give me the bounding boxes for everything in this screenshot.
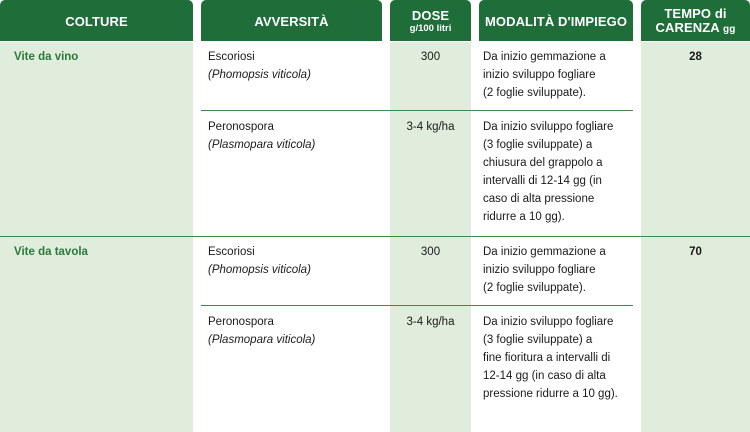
header-tempo-line xyxy=(664,7,726,21)
header-modalita xyxy=(479,0,633,41)
header-carenza-line xyxy=(656,21,736,37)
avversita-name: Peronospora xyxy=(208,316,274,328)
modalita-line: Da inizio gemmazione a xyxy=(483,51,606,63)
modalita-line: pressione ridurre a 10 gg). xyxy=(483,388,618,400)
modalita-line: (3 foglie sviluppate) a xyxy=(483,139,593,151)
avversita-cell xyxy=(208,48,378,84)
header-dose-label: DOSE xyxy=(411,8,450,23)
avversita-name: Escoriosi xyxy=(208,51,255,63)
modalita-line: chiusura del grappolo a xyxy=(483,157,603,169)
header-colture xyxy=(0,0,193,41)
header-dose xyxy=(390,0,471,41)
modalita-cell xyxy=(483,313,631,403)
avversita-cell xyxy=(208,118,378,154)
modalita-line: inizio sviluppo fogliare xyxy=(483,69,596,81)
carenza-value: 28 xyxy=(689,51,702,63)
header-carenza-unit: gg xyxy=(723,23,736,35)
modalita-line: (3 foglie sviluppate) a xyxy=(483,334,593,346)
dose-value: 300 xyxy=(420,51,441,63)
row-divider xyxy=(201,110,633,111)
header-tempo-label: TEMPO di xyxy=(664,5,727,21)
dose-value: 3-4 kg/ha xyxy=(406,316,455,328)
modalita-line: inizio sviluppo fogliare xyxy=(483,264,596,276)
modalita-line: ridurre a 10 gg). xyxy=(483,211,565,223)
modalita-line: Da inizio sviluppo fogliare xyxy=(483,121,614,133)
modalita-line: (2 foglie sviluppate). xyxy=(483,282,586,294)
avversita-cell xyxy=(208,313,378,349)
crop-name: Vite da tavola xyxy=(14,246,88,258)
row-divider xyxy=(201,305,633,306)
avversita-cell xyxy=(208,243,378,279)
column-carenza xyxy=(641,42,750,432)
modalita-line: fine fioritura a intervalli di xyxy=(483,352,611,364)
avversita-name: Peronospora xyxy=(208,121,274,133)
modalita-line: caso di alta pressione xyxy=(483,193,595,205)
modalita-line: intervalli di 12-14 gg (in xyxy=(483,175,602,187)
pathogen-name: (Plasmopara viticola) xyxy=(208,334,316,346)
modalita-cell xyxy=(483,48,631,102)
header-carenza xyxy=(641,0,750,41)
modalita-cell xyxy=(483,243,631,297)
modalita-line: 12-14 gg (in caso di alta xyxy=(483,370,606,382)
header-avversita-label: AVVERSITÀ xyxy=(254,13,329,29)
crop-name: Vite da vino xyxy=(14,51,79,63)
avversita-name: Escoriosi xyxy=(208,246,255,258)
carenza-value: 70 xyxy=(689,246,702,258)
modalita-line: Da inizio sviluppo fogliare xyxy=(483,316,614,328)
section-divider xyxy=(0,236,750,237)
header-modalita-label: MODALITÀ D'IMPIEGO xyxy=(484,13,628,29)
header-colture-label: COLTURE xyxy=(65,13,128,29)
modalita-cell xyxy=(483,118,631,226)
column-avversita xyxy=(201,42,382,432)
header-avversita xyxy=(201,0,382,41)
modalita-line: Da inizio gemmazione a xyxy=(483,246,606,258)
column-colture xyxy=(0,42,193,432)
dose-value: 300 xyxy=(420,246,441,258)
pathogen-name: (Phomopsis viticola) xyxy=(208,264,311,276)
modalita-line: (2 foglie sviluppate). xyxy=(483,87,586,99)
pathogen-name: (Plasmopara viticola) xyxy=(208,139,316,151)
pathogen-name: (Phomopsis viticola) xyxy=(208,69,311,81)
dose-value: 3-4 kg/ha xyxy=(406,121,455,133)
header-carenza-label: CARENZA xyxy=(655,19,720,35)
header-dose-unit: g/100 litri xyxy=(409,23,452,34)
column-dose xyxy=(390,42,471,432)
